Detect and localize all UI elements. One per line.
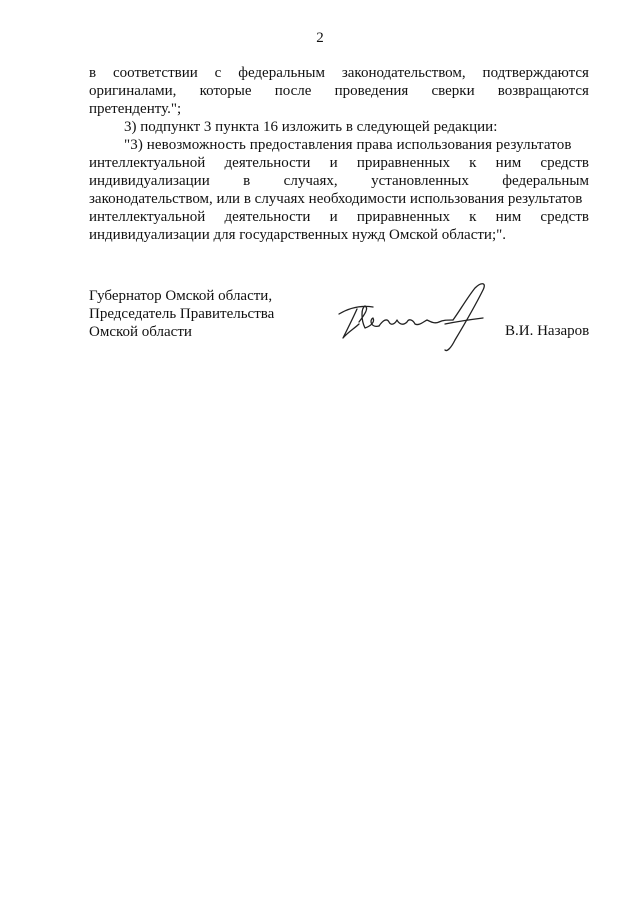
amendment-line-2 bbox=[89, 154, 589, 172]
word: федеральным bbox=[238, 65, 325, 81]
word: соответствии bbox=[113, 65, 198, 81]
word: интеллектуальной bbox=[89, 209, 206, 225]
amendment-line-1: "3) невозможность предоставления права использования результатов bbox=[124, 137, 572, 153]
word: оригиналами, bbox=[89, 83, 177, 99]
word: с bbox=[214, 65, 222, 81]
word: сверки bbox=[431, 83, 475, 99]
word: ним bbox=[495, 209, 522, 225]
word: к bbox=[469, 155, 477, 171]
word: средств bbox=[540, 155, 589, 171]
word: в bbox=[243, 173, 251, 189]
amendment-intro: 3) подпункт 3 пункта 16 изложить в следующей редакции: bbox=[124, 119, 498, 135]
amendment-line-6: индивидуализации для государственных нужд Омской области;". bbox=[89, 227, 506, 243]
word: в bbox=[89, 65, 97, 81]
word: средств bbox=[540, 209, 589, 225]
continued-paragraph bbox=[89, 64, 589, 244]
paragraph-line-2 bbox=[89, 82, 589, 100]
signatory-name: В.И. Назаров bbox=[505, 323, 590, 339]
word: деятельности bbox=[224, 209, 311, 225]
word: возвращаются bbox=[497, 83, 589, 99]
word: и bbox=[329, 209, 338, 225]
word: после bbox=[274, 83, 312, 99]
amendment-line-5 bbox=[89, 208, 589, 226]
word: интеллектуальной bbox=[89, 155, 206, 171]
word: к bbox=[469, 209, 477, 225]
signatory-title-line-2: Председатель Правительства bbox=[89, 306, 275, 322]
word: индивидуализации bbox=[89, 173, 210, 189]
word: установленных bbox=[371, 173, 469, 189]
word: законодательством, bbox=[341, 65, 466, 81]
page-number: 2 bbox=[316, 30, 324, 46]
signatory-title-line-1: Губернатор Омской области, bbox=[89, 288, 273, 304]
word: которые bbox=[199, 83, 252, 99]
word: проведения bbox=[334, 83, 409, 99]
signatory-title-line-3: Омской области bbox=[89, 324, 192, 340]
word: и bbox=[329, 155, 338, 171]
word: федеральным bbox=[502, 173, 589, 189]
amendment-line-4: законодательством, или в случаях необходимости использования результатов bbox=[89, 191, 583, 207]
paragraph-line-3: претенденту."; bbox=[89, 101, 182, 117]
word: деятельности bbox=[224, 155, 311, 171]
word: приравненных bbox=[356, 209, 450, 225]
handwritten-signature bbox=[335, 278, 495, 358]
word: случаях, bbox=[283, 173, 338, 189]
word: приравненных bbox=[356, 155, 450, 171]
signatory-title bbox=[89, 287, 274, 341]
paragraph-line-1 bbox=[89, 64, 589, 82]
amendment-line-3 bbox=[89, 172, 589, 190]
word: подтверждаются bbox=[482, 65, 589, 81]
word: ним bbox=[495, 155, 522, 171]
